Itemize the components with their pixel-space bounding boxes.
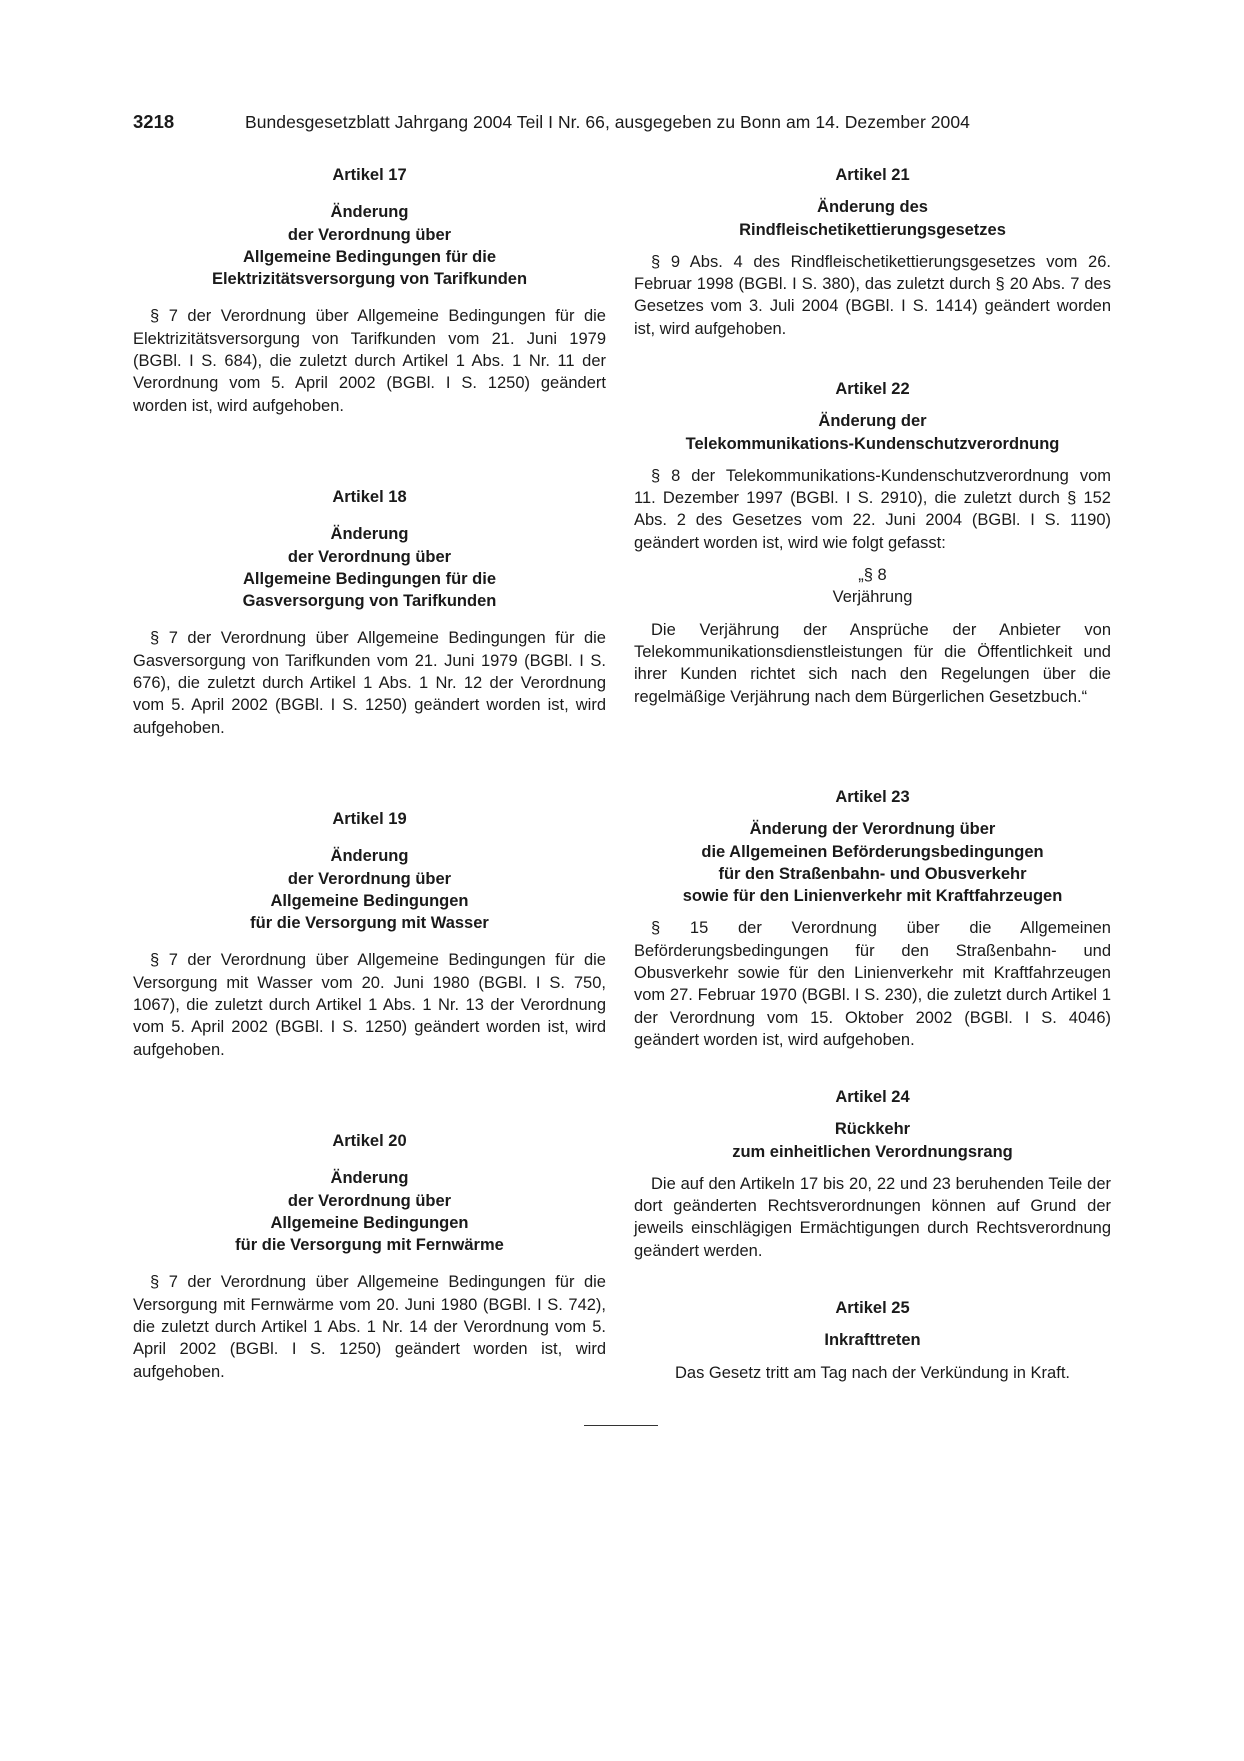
page-header [133,111,1113,137]
end-divider [584,1425,658,1426]
article-21 [634,164,1111,340]
article-text: § 15 der Verordnung über die Allgemeinen Beförderungsbedingungen für den Straßenbahn- und Obusverkehr sowie für den Linienverkehr mit Kraftfahrzeugen vom 27. Februar 1970 (BGBl. I S. 230), die zuletzt durch Artikel 1 der Verordnung vom 15. Oktober 2002 (BGBl. I S. 4046) geändert worden ist, wird aufgehoben. [634,919,1111,1049]
article-number: Artikel 20 [332,1132,407,1150]
article-number: Artikel 21 [835,166,910,184]
article-number: Artikel 18 [332,488,407,506]
page-number: 3218 [133,111,175,132]
article-text: Die auf den Artikeln 17 bis 20, 22 und 23 beruhenden Teile der dort geänderten Rechtsverordnungen können auf Grund der jeweils einschlägigen Ermächtigungen durch Rechtsverordnung geändert werden. [634,1174,1111,1260]
article-number: Artikel 22 [835,380,910,398]
article-number: Artikel 17 [332,166,407,184]
article-heading: Änderung der Verordnung über Allgemeine Bedingungen für die Versorgung mit Fernwärme [235,1169,504,1255]
quoted-section-text: Die Verjährung der Ansprüche der Anbieter von Telekommunikationsdienstleistungen für die Öffentlichkeit und ihrer Kunden richtet sich nach den Regelungen über die regelmäßige Verjährung nach dem Bürgerlichen Gesetzbuch.“ [634,620,1111,706]
article-number: Artikel 19 [332,810,407,828]
gazette-title: Bundesgesetzblatt Jahrgang 2004 Teil I Nr. 66, ausgegeben zu Bonn am 14. Dezember 2004 [245,112,970,132]
article-text: § 9 Abs. 4 des Rindfleischetikettierungsgesetzes vom 26. Februar 1998 (BGBl. I S. 380), das zuletzt durch § 20 Abs. 7 des Gesetzes vom 3. Juli 2004 (BGBl. I S. 1414) geändert worden ist, wird aufgehoben. [634,252,1111,338]
article-heading: Rückkehr zum einheitlichen Verordnungsrang [732,1120,1013,1161]
article-text: Das Gesetz tritt am Tag nach der Verkündung in Kraft. [675,1363,1070,1382]
article-20 [133,1130,606,1383]
article-number: Artikel 25 [835,1299,910,1317]
article-text: § 7 der Verordnung über Allgemeine Bedingungen für die Versorgung mit Fernwärme vom 20. Juni 1980 (BGBl. I S. 742), die zuletzt durch Artikel 1 Abs. 1 Nr. 14 der Verordnung vom 5. April 2002 (BGBl. I S. 1250) geändert worden ist, wird aufgehoben. [133,1273,606,1381]
article-number: Artikel 24 [835,1088,910,1106]
article-19 [133,808,606,1061]
article-text: § 7 der Verordnung über Allgemeine Bedingungen für die Gasversorgung von Tarifkunden vom 21. Juni 1979 (BGBl. I S. 676), die zuletzt durch Artikel 1 Abs. 1 Nr. 12 der Verordnung vom 5. April 2002 (BGBl. I S. 1250) geändert worden ist, wird aufgehoben. [133,629,606,737]
article-heading: Änderung der Verordnung über die Allgemeinen Beförderungsbedingungen für den Straßenbahn- und Obusverkehr sowie für den Linienverkehr mit Kraftfahrzeugen [682,820,1063,906]
article-text: § 7 der Verordnung über Allgemeine Bedingungen für die Elektrizitätsversorgung von Tarifkunden vom 21. Juni 1979 (BGBl. I S. 684), die zuletzt durch Artikel 1 Abs. 1 Nr. 11 der Verordnung vom 5. April 2002 (BGBl. I S. 1250) geändert worden ist, wird aufgehoben. [133,307,606,415]
article-text: § 8 der Telekommunikations-Kundenschutzverordnung vom 11. Dezember 1997 (BGBl. I S. 2910), die zuletzt durch § 152 Abs. 2 des Gesetzes vom 22. Juni 2004 (BGBl. I S. 1190) geändert worden ist, wird wie folgt gefasst: [634,466,1111,552]
article-heading: Änderung der Verordnung über Allgemeine Bedingungen für die Gasversorgung von Tarifkunden [242,525,497,611]
article-heading: Inkrafttreten [824,1331,921,1350]
quoted-section-heading: „§ 8 Verjährung [832,566,913,607]
article-heading: Änderung der Telekommunikations-Kundenschutzverordnung [685,412,1060,453]
article-22 [634,378,1111,708]
article-23 [634,786,1111,1051]
article-17 [133,164,606,417]
article-heading: Änderung der Verordnung über Allgemeine Bedingungen für die Elektrizitätsversorgung von Tarifkunden [211,203,528,289]
article-heading: Änderung des Rindfleischetikettierungsgesetzes [739,198,1006,239]
article-text: § 7 der Verordnung über Allgemeine Bedingungen für die Versorgung mit Wasser vom 20. Juni 1980 (BGBl. I S. 750, 1067), die zuletzt durch Artikel 1 Abs. 1 Nr. 13 der Verordnung vom 5. April 2002 (BGBl. I S. 1250) geändert worden ist, wird aufgehoben. [133,951,606,1059]
article-25 [634,1297,1111,1384]
article-18 [133,486,606,739]
article-heading: Änderung der Verordnung über Allgemeine Bedingungen für die Versorgung mit Wasser [250,847,489,933]
article-24 [634,1086,1111,1262]
article-number: Artikel 23 [835,788,910,806]
